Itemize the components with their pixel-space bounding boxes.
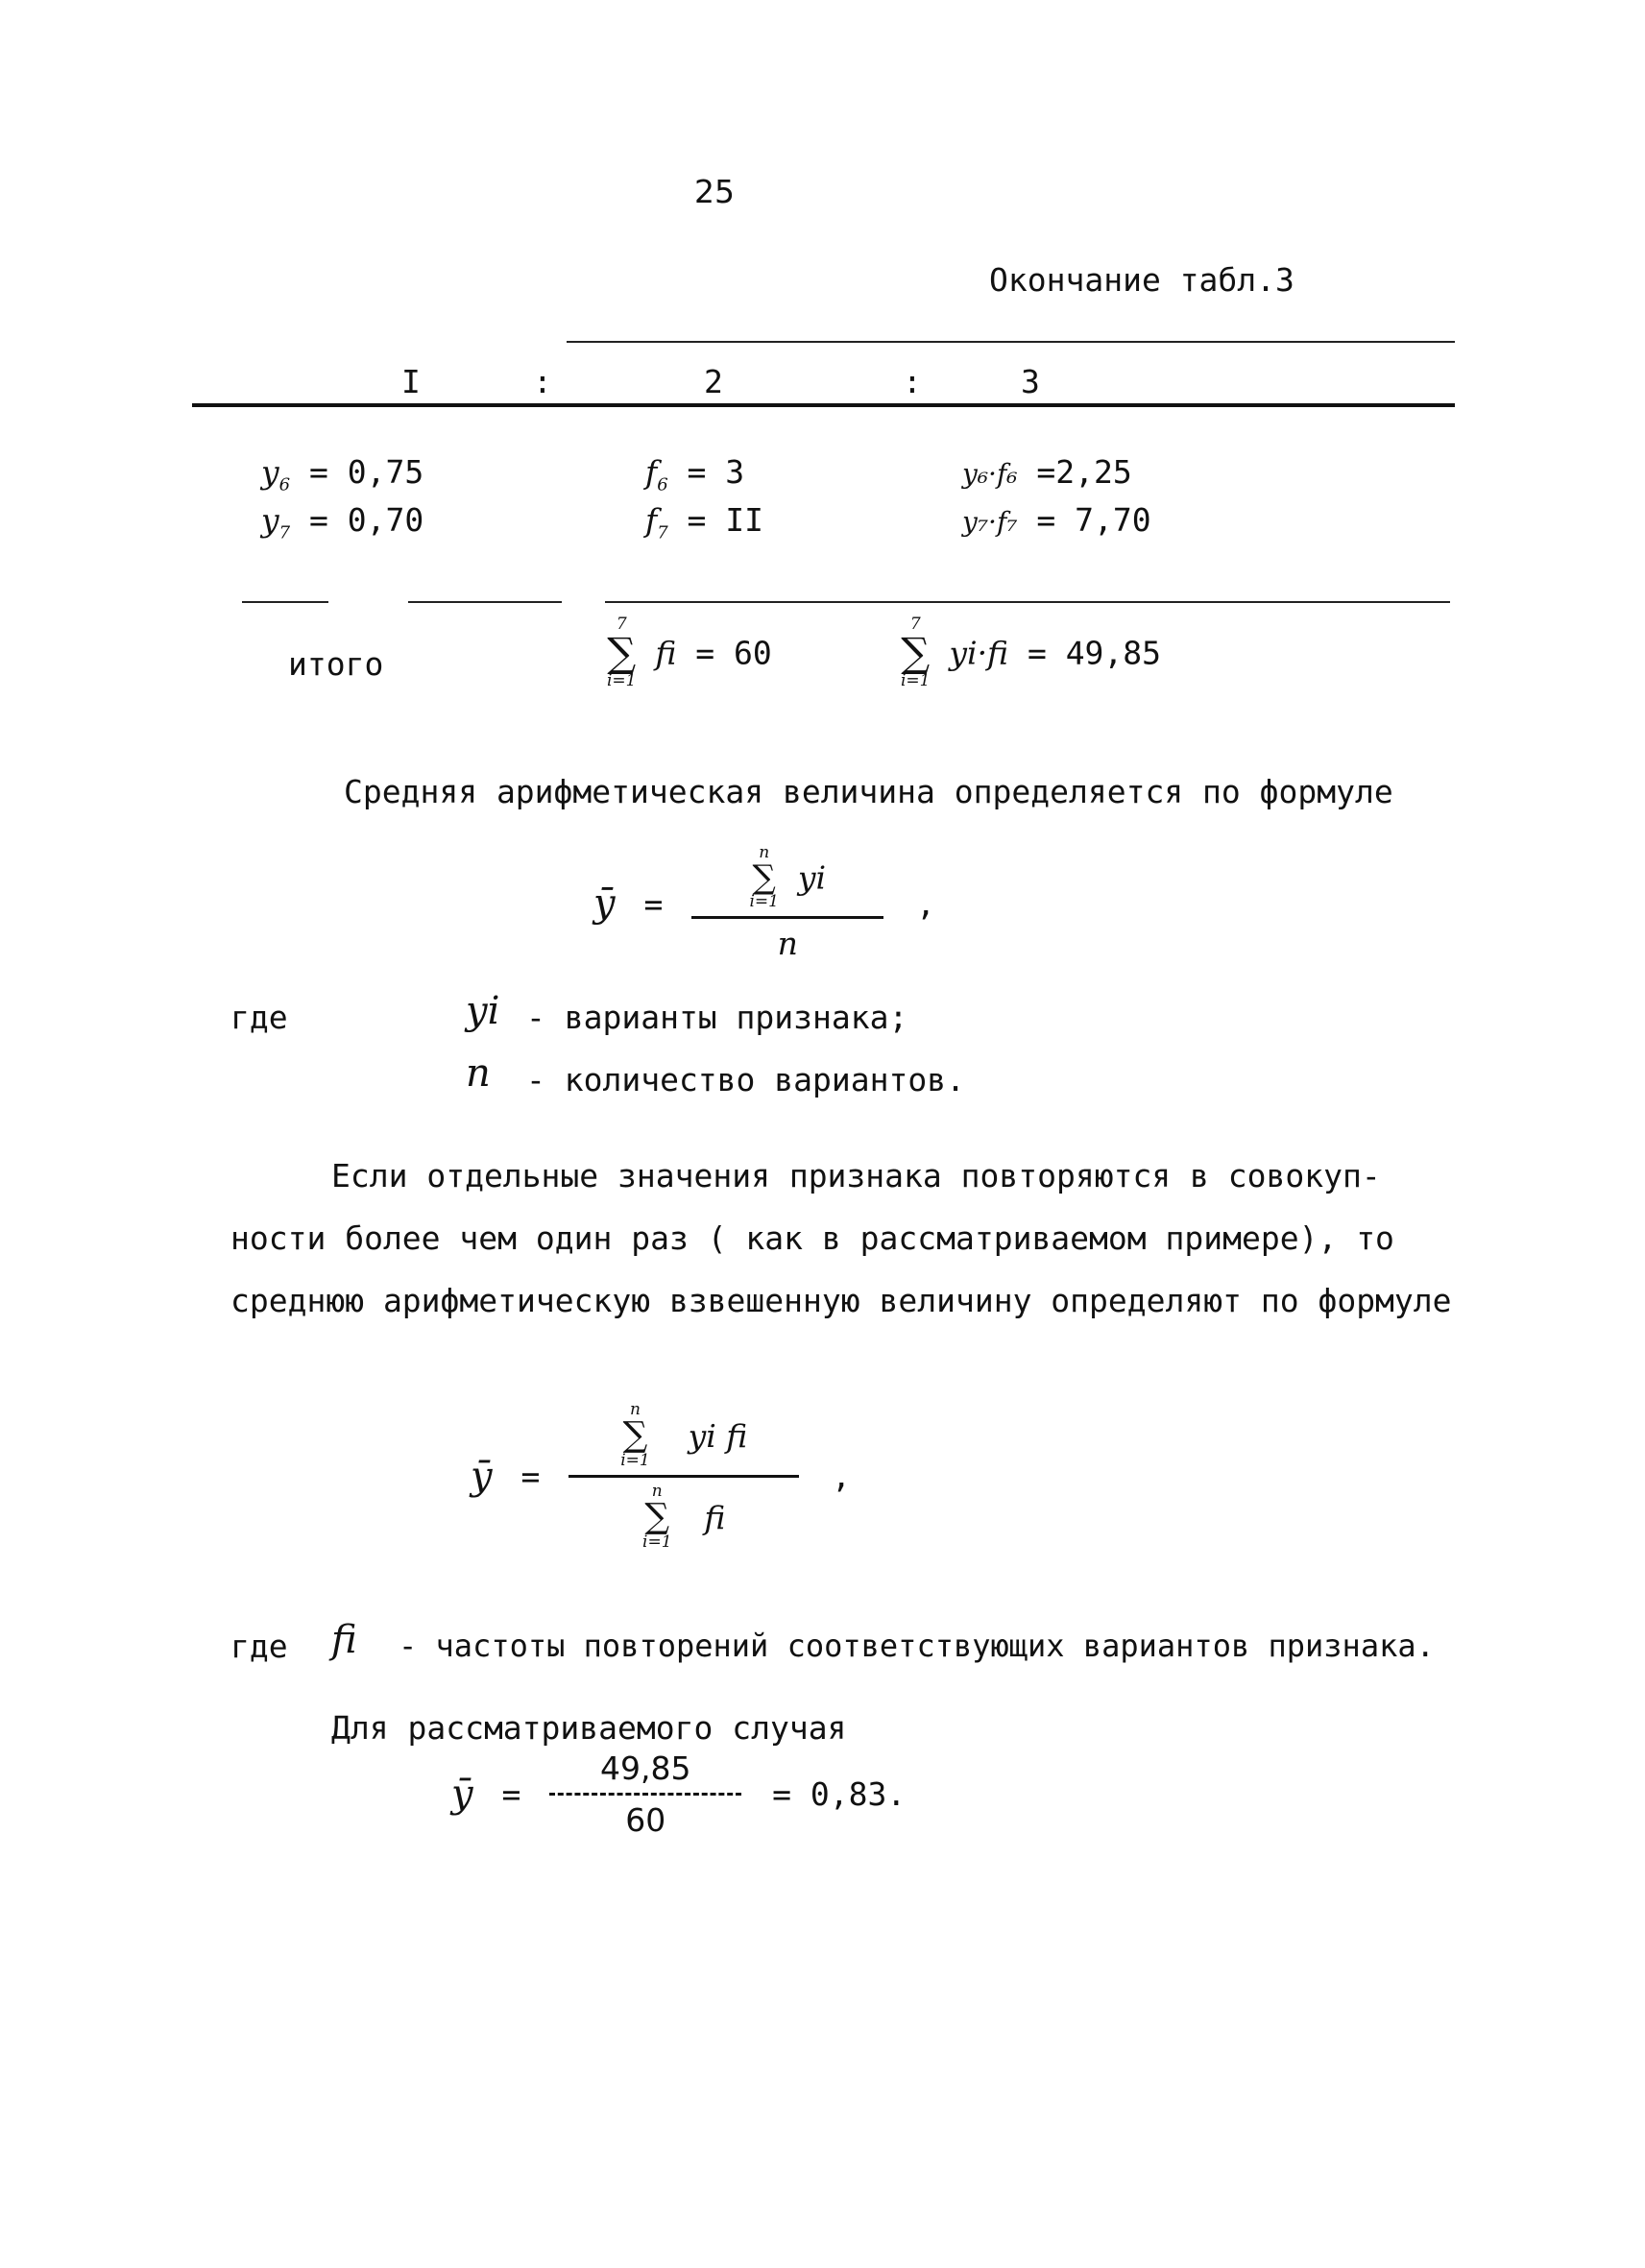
f2-tail: , [832, 1458, 851, 1495]
where1-symbol-1 [466, 989, 499, 1033]
row1-yf-value: =2,25 [1036, 453, 1132, 491]
f2-den-term: fi [704, 1498, 726, 1536]
f2-den-lower: i=1 [642, 1532, 672, 1552]
formula-result [451, 1749, 906, 1839]
f2-denominator [633, 1478, 735, 1551]
f2-lhs: ȳ [471, 1454, 493, 1499]
paragraph-repeat-line-3: среднюю арифметическую взвешенную величину определяют по формуле [230, 1282, 1452, 1319]
where2-sym-fi: fi [331, 1618, 357, 1662]
f3-eq: = [501, 1775, 521, 1813]
table-row-1-col3 [962, 453, 1132, 491]
row1-y-var: y [261, 453, 279, 491]
f2-fraction [568, 1402, 799, 1551]
table-header-col2: 2 [704, 363, 723, 400]
f2-eq: = [520, 1458, 541, 1495]
total-f-sum [607, 616, 772, 689]
table-caption: Окончание табл.3 [989, 261, 1294, 299]
total-yf-term: yi·fi [949, 634, 1009, 672]
where1-text-1: - варианты признака; [526, 999, 908, 1036]
where2-symbol [331, 1618, 357, 1662]
sigma-yf-lower: i=1 [901, 671, 931, 690]
row2-f-var: f [645, 501, 658, 539]
where2-label: где [230, 1628, 288, 1665]
table-header-sep1: : [533, 363, 552, 400]
f2-den-sigma-symbol: ∑ [644, 1497, 670, 1536]
f2-num-upper: n [629, 1400, 641, 1419]
f1-lower: i=1 [749, 892, 779, 911]
row1-f-value: = 3 [687, 453, 745, 491]
total-rule-col1a [242, 601, 328, 603]
row1-yf-expr: y₆·f₆ [962, 458, 1018, 490]
table-row-2-col2 [645, 501, 763, 543]
table-row-1-col2 [645, 453, 744, 495]
table-header-rule [192, 403, 1455, 407]
f3-fraction [549, 1749, 741, 1839]
f3-numerator: 49,85 [599, 1749, 691, 1787]
where1-text-2: - количество вариантов. [526, 1061, 965, 1098]
sigma-yf [901, 616, 931, 689]
row1-y-value: = 0,75 [308, 453, 424, 491]
total-f-term: fi [655, 634, 677, 672]
formula-weighted-mean [471, 1402, 851, 1551]
total-label: итого [288, 645, 384, 683]
sigma-f-symbol: ∑ [607, 629, 637, 676]
where1-sym-yi: yi [466, 989, 500, 1033]
paragraph-mean: Средняя арифметическая величина определяется по формуле [344, 773, 1393, 810]
row2-y-value: = 0,70 [308, 501, 424, 539]
f2-num-sigma [620, 1402, 650, 1469]
row2-f-value: = II [687, 501, 764, 539]
row1-y-sub: 6 [278, 474, 291, 495]
paragraph-case: Для рассматриваемого случая [331, 1709, 847, 1747]
row2-yf-value: = 7,70 [1036, 501, 1151, 539]
f2-num-lower: i=1 [620, 1451, 650, 1470]
f2-den-upper: n [651, 1482, 663, 1501]
row2-f-sub: 7 [657, 522, 668, 543]
table-row-2-col3 [962, 501, 1151, 539]
f1-fraction [691, 845, 883, 962]
row1-f-sub: 6 [657, 474, 668, 495]
row2-yf-expr: y₇·f₇ [962, 506, 1018, 538]
total-rule-col23 [605, 601, 1450, 603]
paragraph-repeat-line-2: ности более чем один раз ( как в рассматриваемом примере), то [230, 1219, 1394, 1257]
f1-numerator [739, 845, 835, 916]
sigma-f [607, 616, 637, 689]
total-yf-value: = 49,85 [1027, 634, 1162, 672]
f1-term: yi [797, 858, 827, 897]
f2-numerator [611, 1402, 757, 1475]
table-row-2-col1 [261, 501, 423, 543]
sigma-yf-symbol: ∑ [901, 629, 931, 676]
f1-sigma-symbol: ∑ [752, 858, 776, 897]
formula-arithmetic-mean [593, 845, 935, 962]
f1-upper: n [759, 843, 770, 862]
paragraph-repeat-line-1: Если отдельные значения признака повторяются в совокуп- [331, 1157, 1381, 1194]
f2-num-sigma-symbol: ∑ [622, 1415, 648, 1455]
where1-label: где [230, 999, 288, 1036]
f3-result: = 0,83. [772, 1775, 907, 1813]
table-header-col1: I [401, 363, 421, 400]
f1-eq: = [643, 884, 664, 923]
table-row-1-col1 [261, 453, 423, 495]
row1-f-var: f [645, 453, 658, 491]
table-header-sep2: : [903, 363, 922, 400]
row2-y-var: y [261, 501, 279, 539]
table-top-rule [567, 341, 1455, 343]
where1-sym-n: n [466, 1051, 491, 1096]
where1-symbol-2 [466, 1051, 491, 1096]
f2-den-sigma [642, 1484, 672, 1551]
f1-sigma [749, 845, 779, 910]
total-rule-col1b [408, 601, 562, 603]
where2-text: - частоты повторений соответствующих вариантов признака. [399, 1628, 1435, 1664]
total-f-value: = 60 [695, 634, 772, 672]
f1-denominator: n [777, 925, 798, 962]
f3-lhs: ȳ [451, 1772, 473, 1817]
page-number: 25 [694, 173, 735, 210]
row2-y-sub: 7 [278, 522, 291, 543]
table-header-col3: 3 [1021, 363, 1040, 400]
f1-tail: , [916, 884, 935, 923]
sigma-f-upper: 7 [616, 615, 627, 634]
sigma-f-lower: i=1 [607, 671, 637, 690]
sigma-yf-upper: 7 [909, 615, 921, 634]
f2-num-term: yi fi [688, 1416, 748, 1455]
f3-denominator: 60 [625, 1801, 666, 1839]
total-yf-sum [901, 616, 1161, 689]
f1-lhs: ȳ [593, 881, 616, 926]
